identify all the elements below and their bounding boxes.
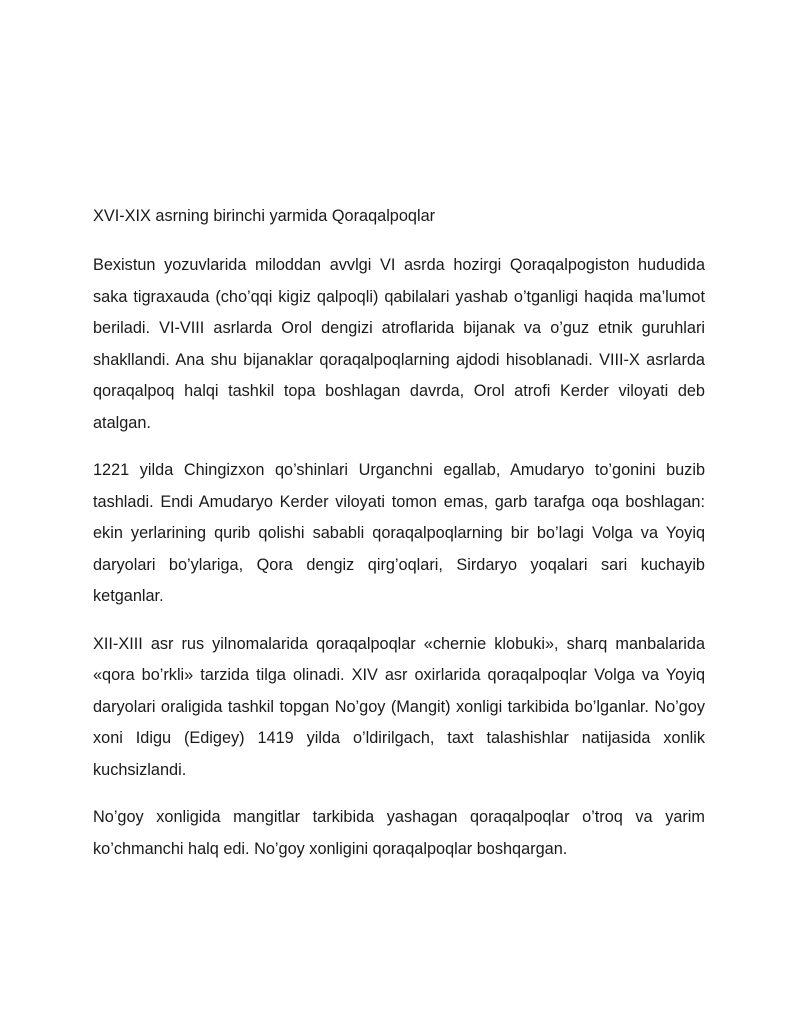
paragraph-3: XII-XIII asr rus yilnomalarida qoraqalpoqlar «chernie klobuki», sharq manbalarida «qora bo’rkli» tarzida tilga olinadi. XIV asr oxirlarida qoraqalpoqlar Volga va Yoyiq daryolari oraligida tashkil topgan No’goy (Mangit) xonligi tarkibida bo’lganlar. No’goy xoni Idigu (Edigey) 1419 yilda o’ldirilgach, taxt talashishlar natijasida xonlik kuchsizlandi. (93, 634, 705, 779)
document-title: XVI-XIX asrning birinchi yarmida Qoraqalpoqlar (93, 207, 436, 225)
paragraph-4: No’goy xonligida mangitlar tarkibida yashagan qoraqalpoqlar o’troq va yarim ko’chmanchi halq edi. No’goy xonligini qoraqalpoqlar boshqargan. (93, 808, 705, 858)
document-body (93, 202, 705, 881)
paragraph-1: Bexistun yozuvlarida miloddan avvlgi VI asrda hozirgi Qoraqalpogiston hududida saka tigraxauda (cho’qqi kigiz qalpoqli) qabilalari yashab o’tganligi haqida ma’lumot beriladi. VI-VIII asrlarda Orol dengizi atroflarida bijanak va o’guz etnik guruhlari shakllandi. Ana shu bijanaklar qoraqalpoqlarning ajdodi hisoblanadi. VIII-X asrlarda qoraqalpoq halqi tashkil topa boshlagan davrda, Orol atrofi Kerder viloyati deb atalgan. (93, 256, 705, 432)
paragraph-2: 1221 yilda Chingizxon qo’shinlari Urganchni egallab, Amudaryo to’gonini buzib tashladi. Endi Amudaryo Kerder viloyati tomon emas, garb tarafga oqa boshlagan: ekin yerlarining qurib qolishi sababli qoraqalpoqlarning bir bo’lagi Volga va Yoyiq daryolari bo’ylariga, Qora dengiz qirg’oqlari, Sirdaryo yoqalari sari kuchayib ketganlar. (93, 461, 705, 605)
